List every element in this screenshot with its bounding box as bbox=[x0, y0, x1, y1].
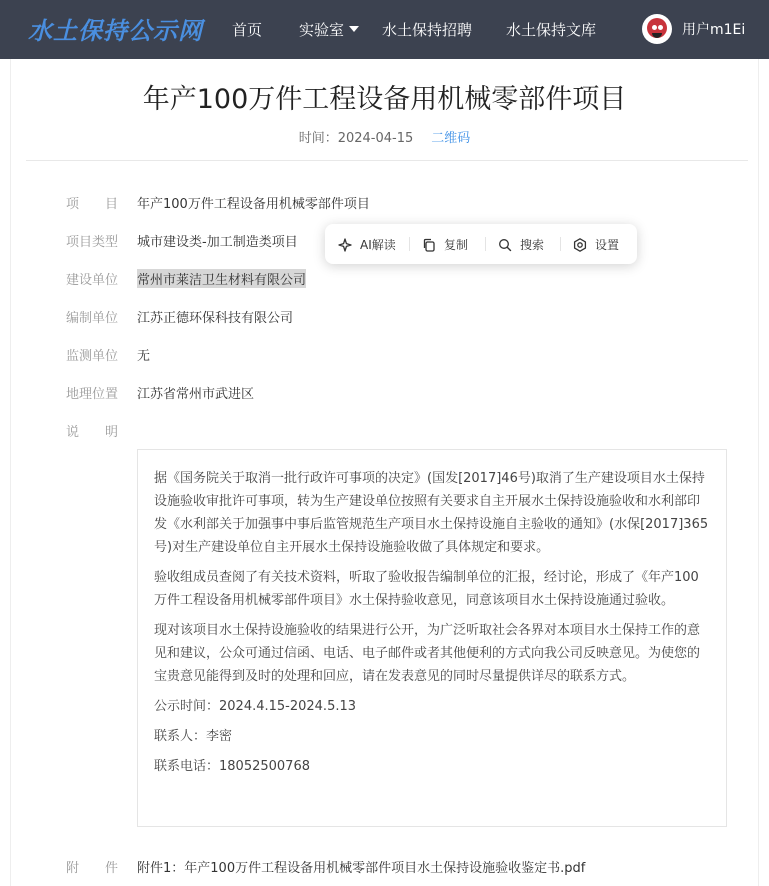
nav-item-lab[interactable] bbox=[299, 19, 359, 40]
contact-person: 联系人：李密 bbox=[154, 729, 233, 744]
popup-divider bbox=[485, 237, 486, 251]
field-label: 地理位置 bbox=[66, 387, 119, 402]
field-label: 建设单位 bbox=[66, 273, 119, 288]
description-paragraph: 现对该项目水土保持设施验收的结果进行公开，为广泛听取社会各界对本项目水土保持工作的意见和建议，公众可通过信函、电话、电子邮件或者其他便利的方式向我公司反映意见。为使您的宝贵意见能得到及时的处理和回应，请在发表意见的同时尽量提供详尽的联系方式。 bbox=[154, 623, 701, 684]
qr-code-link[interactable]: 二维码 bbox=[431, 131, 471, 146]
search-button[interactable] bbox=[498, 236, 544, 253]
article-meta bbox=[0, 127, 769, 146]
copy-icon bbox=[422, 238, 436, 252]
description-box bbox=[137, 449, 727, 827]
copy-button[interactable] bbox=[422, 236, 468, 253]
field-label: 附 件 bbox=[66, 861, 119, 876]
field-label: 编制单位 bbox=[66, 311, 119, 326]
field-label: 项 目 bbox=[66, 197, 119, 212]
ai-interpret-button[interactable] bbox=[338, 236, 396, 253]
publish-date: 2024-04-15 bbox=[337, 131, 414, 146]
attachment-link[interactable]: 附件1：年产100万件工程设备用机械零部件项目水土保持设施验收鉴定书.pdf bbox=[137, 861, 586, 876]
avatar-eye-icon bbox=[658, 25, 663, 30]
avatar-eye-icon bbox=[652, 25, 657, 30]
selection-toolbar bbox=[325, 224, 637, 264]
nav-item-home[interactable]: 首页 bbox=[232, 21, 263, 39]
contact-phone: 联系电话：18052500768 bbox=[154, 759, 310, 774]
field-value: 城市建设类-加工制造类项目 bbox=[137, 235, 298, 250]
popup-divider bbox=[560, 237, 561, 251]
copy-label: 复制 bbox=[444, 238, 469, 252]
field-label: 监测单位 bbox=[66, 349, 119, 364]
publicity-period: 公示时间：2024.4.15-2024.5.13 bbox=[154, 699, 357, 714]
description-paragraph: 验收组成员查阅了有关技术资料，听取了验收报告编制单位的汇报，经讨论，形成了《年产100万件工程设备用机械零部件项目》水土保持验收意见，同意该项目水土保持设施通过验收。 bbox=[154, 570, 699, 608]
chevron-down-icon bbox=[349, 26, 359, 32]
nav-item-library[interactable]: 水土保持文库 bbox=[506, 21, 597, 39]
description-paragraph: 据《国务院关于取消一批行政许可事项的决定》(国发[2017]46号)取消了生产建设项目水土保持设施验收审批许可事项，转为生产建设单位按照有关要求自主开展水土保持设施验收和水利部印发《水利部关于加强事中事后监管规范生产项目水土保持设施自主验收的通知》(水保[2017]365号)对生产建设单位自主开展水土保持设施验收做了具体规定和要求。 bbox=[154, 471, 709, 555]
settings-label: 设置 bbox=[595, 238, 620, 252]
field-label: 说 明 bbox=[66, 425, 119, 440]
search-label: 搜索 bbox=[520, 238, 545, 252]
field-value-selected[interactable]: 常州市莱洁卫生材料有限公司 bbox=[137, 269, 306, 288]
field-value: 江苏正德环保科技有限公司 bbox=[137, 311, 294, 326]
avatar[interactable] bbox=[642, 14, 672, 44]
field-value: 江苏省常州市武进区 bbox=[137, 387, 255, 402]
nav-item-recruitment[interactable]: 水土保持招聘 bbox=[382, 21, 473, 39]
divider bbox=[26, 160, 748, 161]
site-logo[interactable]: 水土保持公示网 bbox=[28, 17, 203, 45]
field-value: 无 bbox=[137, 349, 151, 364]
field-value: 年产100万件工程设备用机械零部件项目 bbox=[137, 197, 370, 212]
search-icon bbox=[498, 238, 512, 252]
settings-icon bbox=[573, 238, 587, 252]
settings-button[interactable] bbox=[573, 236, 619, 253]
nav-item-lab-label: 实验室 bbox=[299, 21, 345, 39]
ai-interpret-label: AI解读 bbox=[360, 238, 396, 252]
popup-divider bbox=[409, 237, 410, 251]
field-label: 项目类型 bbox=[66, 235, 119, 250]
time-label: 时间： bbox=[298, 131, 338, 146]
page-title: 年产100万件工程设备用机械零部件项目 bbox=[142, 84, 627, 115]
user-name[interactable]: 用户m1Ei bbox=[682, 22, 746, 38]
top-nav-bar bbox=[0, 0, 769, 59]
ai-sparkle-icon bbox=[338, 238, 352, 252]
